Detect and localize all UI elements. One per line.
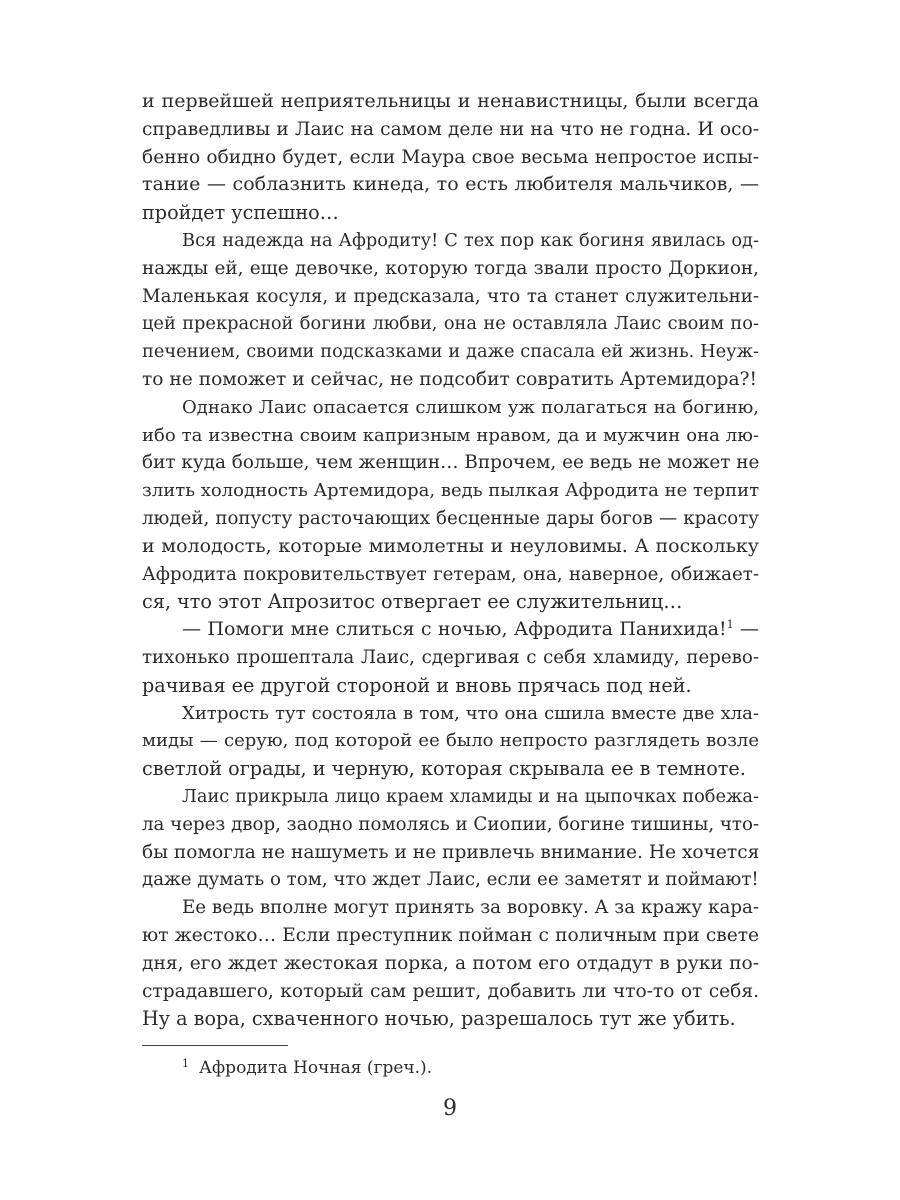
text-line: ся, что этот Апрозитос отвергает ее служительниц… [142, 590, 683, 614]
footnote-divider [142, 1045, 288, 1046]
page-number: 9 [443, 1096, 457, 1121]
text-fragment: — [733, 618, 759, 641]
text-line: тание — соблазнить кинеда, то есть любителя мальчиков, — [142, 173, 759, 196]
text-line: ибо та известна своим капризным нравом, да и мужчин она лю- [142, 424, 759, 446]
text-line: Хитрость тут состояла в том, что она сшила вместе две хла- [182, 702, 759, 724]
footnote-text: Афродита Ночная (греч.). [199, 1058, 433, 1078]
text-line: Маленькая косуля, и предсказала, что та станет служительни- [142, 285, 759, 307]
text-line: и первейшей неприятельницы и ненавистницы, были всегда [142, 90, 759, 112]
text-line: светлой ограды, и черную, которая скрывала ее в темноте. [142, 757, 746, 781]
text-line: и молодость, которые мимолетны и неуловимы. А поскольку [142, 534, 759, 557]
text-line: людей, попусту расточающих бесценные дары богов — красоту [142, 507, 759, 529]
footnote-reference[interactable]: 1 [726, 618, 734, 632]
text-line: Однако Лаис опасается слишком уж полагаться на богиню, [182, 396, 759, 418]
text-line: бит куда больше, чем женщин… Впрочем, ее ведь не может не [142, 452, 760, 474]
text-line: Ее ведь вполне могут принять за воровку. А за кражу кара- [182, 897, 759, 919]
text-line: Ну а вора, схваченного ночью, разрешалось тут же убить. [142, 1007, 736, 1031]
text-line: то не поможет и сейчас, не подсобит совратить Артемидора?! [142, 368, 757, 390]
text-line: тихонько прошептала Лаис, сдергивая с себя хламиду, перево- [142, 646, 759, 668]
text-line: бы помогла не нашуметь и не привлечь внимание. Не хочется [142, 841, 760, 863]
text-line: страдавшего, который сам решит, добавить ли что-то от себя. [142, 980, 759, 1002]
text-line: ла через двор, заодно помолясь и Сиопии, богине тишины, что- [142, 813, 760, 835]
text-line: Лаис прикрыла лицо краем хламиды и на цыпочках побежа- [182, 785, 759, 807]
footnote-mark: 1 [182, 1057, 189, 1070]
text-line: дня, его ждет жестокая порка, а потом его отдадут в руки по- [142, 952, 759, 974]
text-line: цей прекрасной богини любви, она не оставляла Лаис своим по- [142, 313, 759, 335]
text-line: злить холодность Артемидора, ведь пылкая Афродита не терпит [142, 480, 760, 502]
text-line: даже думать о том, что ждет Лаис, если ее заметят и поймают! [142, 869, 759, 891]
body-text [142, 88, 759, 1033]
text-line: бенно обидно будет, если Маура свое весьма непростое испы- [142, 146, 759, 168]
text-line: справедливы и Лаис на самом деле ни на что не годна. И осо- [142, 118, 759, 140]
text-line: Вся надежда на Афродиту! С тех пор как богиня явилась од- [182, 229, 759, 251]
footnote [182, 1053, 432, 1079]
text-line: Афродита покровительствует гетерам, она, наверное, обижает- [142, 563, 759, 585]
text-line: пройдет успешно… [142, 201, 339, 225]
text-line: рачивая ее другой стороной и вновь прячась под ней. [142, 673, 692, 697]
text-fragment: — Помоги мне слиться с ночью, Афродита Панихида! [182, 618, 727, 641]
text-line-with-footnote [142, 616, 759, 644]
text-line: нажды ей, еще девочке, которую тогда звали просто Доркион, [142, 257, 759, 279]
text-line: печением, своими подсказками и даже спасала ей жизнь. Неуж- [142, 341, 759, 363]
text-line: миды — серую, под которой ее было непросто разглядеть возле [142, 730, 759, 752]
text-line: ют жестоко… Если преступник пойман с поличным при свете [142, 924, 759, 946]
